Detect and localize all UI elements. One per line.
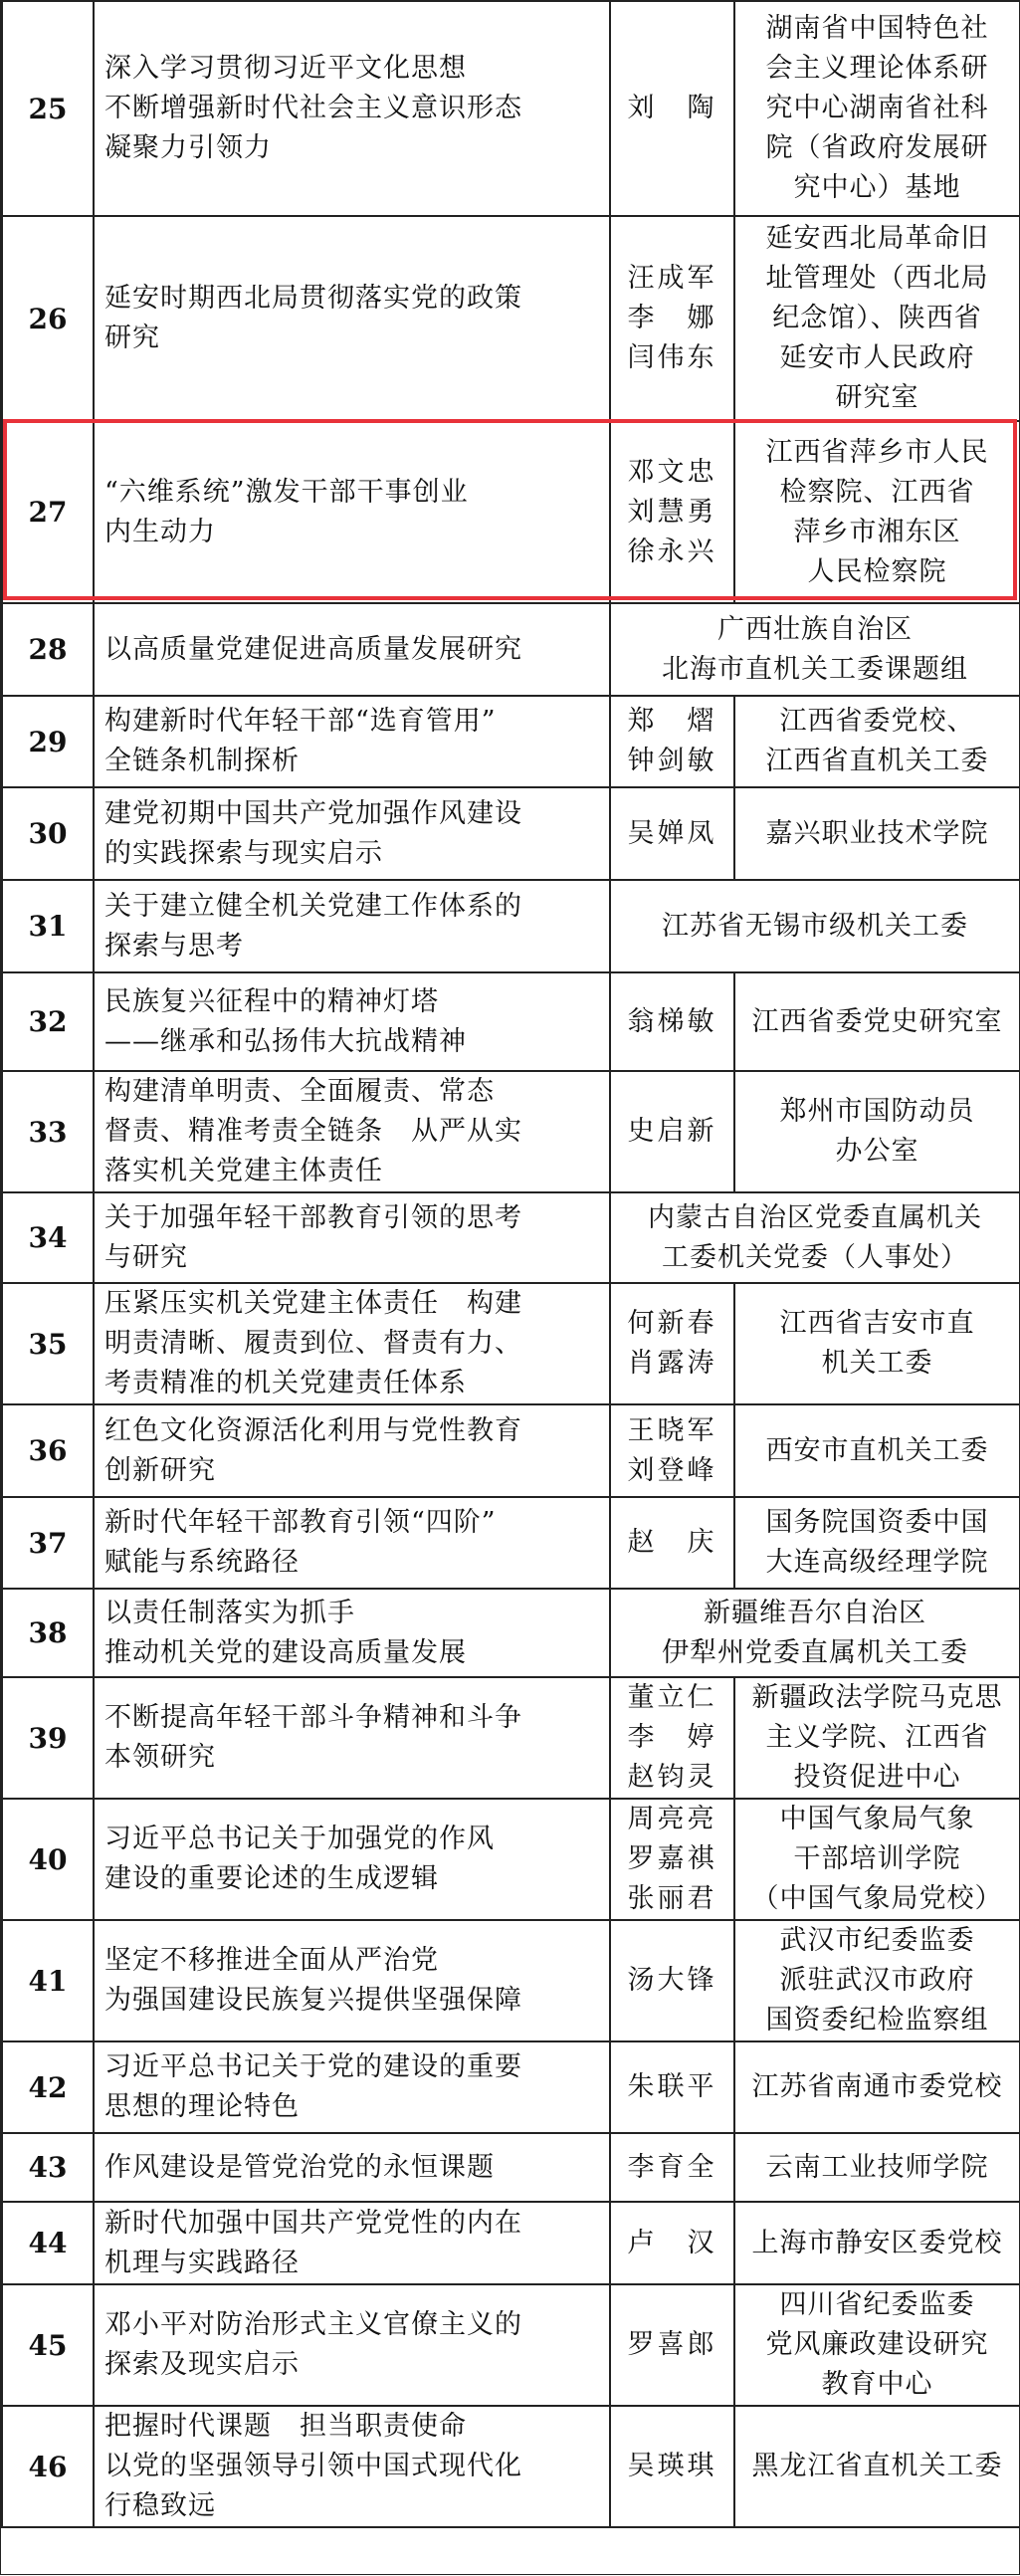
paper-title: [94, 2041, 610, 2133]
author-names-line: 汤大锋: [627, 1965, 717, 1996]
author-names-line: 李 娜: [627, 303, 717, 333]
paper-title-line: 新时代年轻干部教育引领“四阶”: [104, 1507, 497, 1538]
author-unit-line: 主义学院、江西省: [765, 1722, 989, 1753]
author-unit-line: 干部培训学院: [793, 1843, 961, 1874]
author-names-line: 卢 汉: [627, 2227, 717, 2258]
author-unit-line: 国务院国资委中国: [765, 1507, 989, 1538]
row-number: 29: [2, 696, 94, 787]
paper-title-line: 构建清单明责、全面履责、常态: [104, 1076, 495, 1107]
author-names: [610, 2284, 734, 2406]
author-unit-line: 会主义理论体系研: [765, 53, 989, 84]
author-names: [610, 2202, 734, 2284]
paper-title: [94, 1404, 610, 1497]
author-unit: [734, 1497, 1020, 1589]
author-names: [610, 1283, 734, 1404]
table-row: [2, 1589, 1020, 1677]
paper-title: [94, 1192, 610, 1283]
paper-title-line: 考责精准的机关党建责任体系: [104, 1368, 467, 1398]
author-names-line: 翁梯敏: [627, 1005, 717, 1037]
paper-title-line: 习近平总书记关于党的建设的重要: [104, 2051, 522, 2082]
author-names-line: 何新春: [627, 1308, 717, 1339]
author-unit: [734, 1920, 1020, 2041]
paper-title: [94, 1283, 610, 1404]
paper-title-line: 的实践探索与现实启示: [104, 837, 383, 869]
author-unit-line: 研究室: [835, 382, 919, 413]
author-names-line: 李育全: [627, 2151, 717, 2183]
table-row: [2, 421, 1020, 603]
author-unit-merged-line: 北海市直机关工委课题组: [662, 653, 968, 685]
paper-title-line: 压紧压实机关党建主体责任 构建: [104, 1288, 522, 1319]
author-unit-line: 武汉市纪委监委: [779, 1925, 975, 1956]
author-names-line: 罗嘉祺: [627, 1843, 717, 1874]
paper-title: [94, 421, 610, 603]
paper-title-line: 关于建立健全机关党建工作体系的: [104, 890, 522, 922]
author-unit: [734, 1404, 1020, 1497]
paper-title-line: 与研究: [104, 1241, 188, 1273]
author-names-line: 张丽君: [627, 1883, 717, 1914]
table-row: [2, 2406, 1020, 2527]
author-unit: [734, 1283, 1020, 1404]
paper-title-line: 督责、精准考责全链条 从严从实: [104, 1116, 522, 1147]
paper-title: [94, 1799, 610, 1920]
author-names-line: 汪成军: [627, 263, 717, 294]
author-unit-merged-line: 江苏省无锡市级机关工委: [662, 910, 968, 942]
author-names-line: 史启新: [627, 1116, 717, 1147]
paper-title-line: 关于加强年轻干部教育引领的思考: [104, 1201, 522, 1233]
paper-title-line: 赋能与系统路径: [104, 1547, 300, 1578]
author-unit-merged: [610, 880, 1020, 972]
author-unit-merged: [610, 1192, 1020, 1283]
table-row: [2, 1799, 1020, 1920]
paper-title-line: 落实机关党建主体责任: [104, 1156, 383, 1186]
author-unit-merged-line: 内蒙古自治区党委直属机关: [648, 1201, 982, 1233]
author-names-line: 赵钧灵: [627, 1762, 717, 1793]
author-unit-line: 云南工业技师学院: [765, 2151, 989, 2183]
row-number: 40: [2, 1799, 94, 1920]
author-names: [610, 2041, 734, 2133]
table-row: [2, 1283, 1020, 1404]
author-unit-line: 大连高级经理学院: [765, 1547, 989, 1578]
author-unit: [734, 216, 1020, 421]
author-names-line: 闫伟东: [627, 342, 717, 373]
author-names-line: 王晓军: [627, 1414, 717, 1446]
author-names-line: 吴瑛琪: [627, 2451, 717, 2481]
author-names: [610, 2133, 734, 2202]
author-unit-line: 党风廉政建设研究: [765, 2329, 989, 2360]
author-unit-merged-line: 工委机关党委（人事处）: [662, 1241, 968, 1273]
author-names-line: 吴婵凤: [627, 817, 717, 849]
paper-title-line: 以党的坚强领导引领中国式现代化: [104, 2451, 522, 2481]
table-row: [2, 2202, 1020, 2284]
table-row: [2, 603, 1020, 696]
paper-title-line: 以责任制落实为抓手: [104, 1597, 355, 1628]
paper-title-line: 新时代加强中国共产党党性的内在: [104, 2207, 522, 2239]
paper-title-line: 构建新时代年轻干部“选育管用”: [104, 706, 497, 737]
row-number: 28: [2, 603, 94, 696]
author-unit-line: 人民检察院: [807, 555, 947, 587]
paper-title: [94, 1497, 610, 1589]
author-unit-line: 江西省直机关工委: [765, 746, 989, 776]
author-unit-line: 国资委纪检监察组: [765, 2005, 989, 2036]
author-unit: [734, 2041, 1020, 2133]
row-number: 37: [2, 1497, 94, 1589]
author-unit-line: 新疆政法学院马克思: [751, 1682, 1003, 1713]
table-row: [2, 1920, 1020, 2041]
author-unit-line: 江西省委党史研究室: [751, 1005, 1003, 1037]
author-unit-line: 检察院、江西省: [779, 476, 975, 508]
table-row: [2, 1677, 1020, 1799]
paper-title-line: 建设的重要论述的生成逻辑: [104, 1863, 439, 1894]
paper-title-line: 明责清晰、履责到位、督责有力、: [104, 1328, 522, 1359]
row-number: 26: [2, 216, 94, 421]
author-names: [610, 216, 734, 421]
author-unit-line: 江苏省南通市委党校: [751, 2071, 1003, 2102]
author-unit-line: 四川省纪委监委: [779, 2289, 975, 2320]
row-number: 30: [2, 787, 94, 880]
author-unit-line: 究中心）基地: [793, 172, 961, 203]
row-number: 46: [2, 2406, 94, 2527]
author-unit-line: 西安市直机关工委: [765, 1434, 989, 1466]
author-names-line: 徐永兴: [627, 536, 717, 567]
author-unit-line: 教育中心: [821, 2369, 933, 2400]
paper-title-line: 不断提高年轻干部斗争精神和斗争: [104, 1702, 522, 1733]
author-unit-line: 上海市静安区委党校: [751, 2227, 1003, 2258]
row-number: 45: [2, 2284, 94, 2406]
paper-title-line: 红色文化资源活化利用与党性教育: [104, 1414, 522, 1446]
paper-title-line: 机理与实践路径: [104, 2247, 300, 2278]
paper-title-line: 创新研究: [104, 1454, 216, 1486]
author-unit: [734, 2406, 1020, 2527]
table-row: [2, 880, 1020, 972]
row-number: 32: [2, 972, 94, 1071]
author-unit-line: 办公室: [835, 1136, 919, 1167]
paper-title-line: 研究: [104, 322, 160, 353]
author-names-line: 刘 陶: [627, 93, 717, 123]
author-unit-line: 郑州市国防动员: [779, 1096, 975, 1127]
paper-title: [94, 1071, 610, 1192]
author-unit: [734, 2284, 1020, 2406]
paper-title-line: 思想的理论特色: [104, 2091, 300, 2122]
author-names-line: 肖露涛: [627, 1348, 717, 1379]
author-names: [610, 1404, 734, 1497]
paper-title-line: 民族复兴征程中的精神灯塔: [104, 985, 439, 1017]
paper-title-line: 坚定不移推进全面从严治党: [104, 1945, 439, 1976]
author-unit: [734, 1, 1020, 216]
author-unit-line: 派驻武汉市政府: [779, 1965, 975, 1996]
author-names-line: 刘慧勇: [627, 496, 717, 528]
paper-title: [94, 2284, 610, 2406]
paper-title: [94, 972, 610, 1071]
author-names: [610, 1497, 734, 1589]
row-number: 33: [2, 1071, 94, 1192]
paper-title-line: 内生动力: [104, 516, 216, 547]
author-names-line: 赵 庆: [627, 1527, 717, 1558]
paper-title-line: 本领研究: [104, 1742, 216, 1773]
author-names-line: 郑 熠: [627, 706, 717, 737]
row-number: 25: [2, 1, 94, 216]
author-unit: [734, 1799, 1020, 1920]
author-unit-line: 投资促进中心: [793, 1762, 961, 1793]
author-names: [610, 1677, 734, 1799]
author-unit-merged: [610, 603, 1020, 696]
paper-title: [94, 1920, 610, 2041]
paper-title-line: 深入学习贯彻习近平文化思想: [104, 53, 467, 84]
paper-title-line: 行稳致远: [104, 2490, 216, 2521]
table-row: [2, 972, 1020, 1071]
author-unit: [734, 2202, 1020, 2284]
author-unit-line: 萍乡市湘东区: [793, 516, 961, 547]
author-unit-line: 机关工委: [821, 1348, 933, 1379]
paper-title-line: 探索与思考: [104, 930, 244, 962]
paper-title: [94, 2202, 610, 2284]
paper-title-line: 建党初期中国共产党加强作风建设: [104, 797, 522, 829]
author-unit-merged-line: 伊犁州党委直属机关工委: [662, 1636, 968, 1668]
paper-title-line: 不断增强新时代社会主义意识形态: [104, 93, 522, 123]
author-names-line: 李 婷: [627, 1722, 717, 1753]
paper-title: [94, 1, 610, 216]
paper-title-line: 全链条机制探析: [104, 746, 300, 776]
table-row: [2, 216, 1020, 421]
table-row: [2, 1071, 1020, 1192]
row-number: 27: [2, 421, 94, 603]
table-row: [2, 696, 1020, 787]
author-unit: [734, 2133, 1020, 2202]
author-unit-line: 究中心湖南省社科: [765, 93, 989, 123]
author-unit-line: 江西省吉安市直: [779, 1308, 975, 1339]
author-unit-line: 延安市人民政府: [779, 342, 975, 373]
author-unit-merged-line: 广西壮族自治区: [717, 613, 913, 645]
paper-title-line: 推动机关党的建设高质量发展: [104, 1636, 467, 1668]
author-names-line: 周亮亮: [627, 1804, 717, 1834]
paper-title: [94, 696, 610, 787]
author-unit-line: 湖南省中国特色社: [765, 13, 989, 44]
author-unit-line: 江西省萍乡市人民: [765, 436, 989, 468]
author-unit-line: 黑龙江省直机关工委: [751, 2451, 1003, 2481]
author-names-line: 董立仁: [627, 1682, 717, 1713]
author-unit: [734, 972, 1020, 1071]
author-unit-line: 址管理处（西北局: [765, 263, 989, 294]
author-names: [610, 1, 734, 216]
paper-title-line: 凝聚力引领力: [104, 132, 272, 163]
paper-title: [94, 2406, 610, 2527]
table-row: [2, 1, 1020, 216]
author-names: [610, 1071, 734, 1192]
author-unit-merged: [610, 1589, 1020, 1677]
author-names-line: 邓文忠: [627, 456, 717, 488]
table-row: [2, 787, 1020, 880]
paper-title-line: 习近平总书记关于加强党的作风: [104, 1824, 495, 1854]
paper-title-line: ——继承和弘扬伟大抗战精神: [104, 1025, 467, 1057]
paper-title-line: 延安时期西北局贯彻落实党的政策: [104, 283, 522, 314]
paper-title-line: “六维系统”激发干部干事创业: [104, 476, 469, 508]
author-names-line: 钟剑敏: [627, 746, 717, 776]
author-unit-line: （中国气象局党校）: [751, 1883, 1003, 1914]
author-unit-line: 延安西北局革命旧: [765, 223, 989, 254]
row-number: 43: [2, 2133, 94, 2202]
author-unit: [734, 1071, 1020, 1192]
author-names: [610, 696, 734, 787]
author-unit-line: 江西省委党校、: [779, 706, 975, 737]
author-unit-line: 纪念馆）、陕西省: [772, 303, 982, 333]
award-list-table: [1, 0, 1020, 2528]
author-names-line: 朱联平: [627, 2071, 717, 2102]
paper-title-line: 以高质量党建促进高质量发展研究: [104, 633, 522, 665]
paper-title: [94, 787, 610, 880]
row-number: 38: [2, 1589, 94, 1677]
paper-title-line: 把握时代课题 担当职责使命: [104, 2411, 467, 2442]
author-names: [610, 1799, 734, 1920]
author-unit: [734, 421, 1020, 603]
author-names: [610, 787, 734, 880]
row-number: 36: [2, 1404, 94, 1497]
table-row: [2, 1497, 1020, 1589]
author-names: [610, 2406, 734, 2527]
paper-title: [94, 2133, 610, 2202]
row-number: 41: [2, 1920, 94, 2041]
row-number: 42: [2, 2041, 94, 2133]
paper-title-line: 探索及现实启示: [104, 2349, 300, 2380]
author-names: [610, 1920, 734, 2041]
author-unit-line: 嘉兴职业技术学院: [765, 817, 989, 849]
paper-title: [94, 603, 610, 696]
paper-title-line: 邓小平对防治形式主义官僚主义的: [104, 2309, 522, 2340]
table-row: [2, 2133, 1020, 2202]
table-row: [2, 2284, 1020, 2406]
paper-title-line: 作风建设是管党治党的永恒课题: [104, 2151, 495, 2183]
row-number: 44: [2, 2202, 94, 2284]
author-unit-line: 院（省政府发展研: [765, 132, 989, 163]
paper-title: [94, 880, 610, 972]
author-names: [610, 972, 734, 1071]
paper-title-line: 为强国建设民族复兴提供坚强保障: [104, 1985, 522, 2016]
author-unit-line: 中国气象局气象: [779, 1804, 975, 1834]
author-unit: [734, 696, 1020, 787]
table-row: [2, 1192, 1020, 1283]
author-names-line: 刘登峰: [627, 1454, 717, 1486]
author-names-line: 罗喜郎: [627, 2329, 717, 2360]
author-names: [610, 421, 734, 603]
author-unit-merged-line: 新疆维吾尔自治区: [704, 1597, 926, 1628]
author-unit: [734, 787, 1020, 880]
row-number: 39: [2, 1677, 94, 1799]
paper-title: [94, 1589, 610, 1677]
row-number: 35: [2, 1283, 94, 1404]
table-row: [2, 2041, 1020, 2133]
paper-title: [94, 216, 610, 421]
author-unit: [734, 1677, 1020, 1799]
paper-title: [94, 1677, 610, 1799]
row-number: 31: [2, 880, 94, 972]
table-row: [2, 1404, 1020, 1497]
row-number: 34: [2, 1192, 94, 1283]
